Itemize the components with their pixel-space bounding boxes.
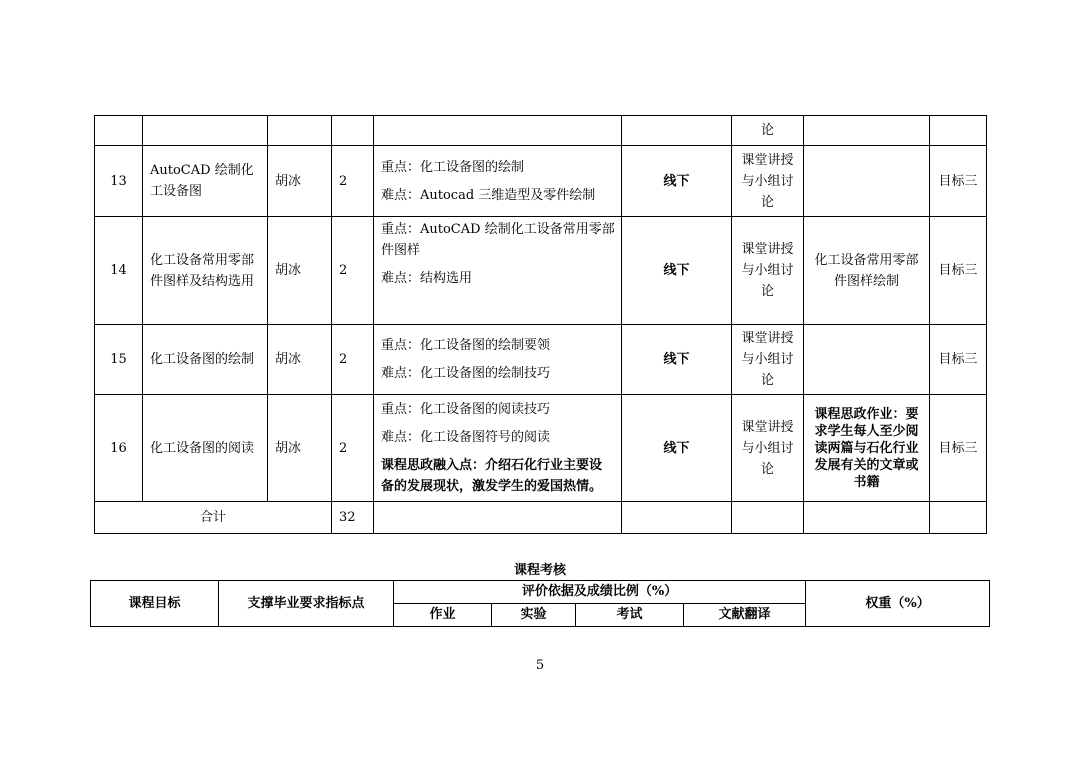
table-row (95, 325, 987, 395)
lesson-content (374, 325, 622, 395)
teaching-method-line: 论 (760, 284, 774, 299)
lesson-number: 15 (95, 325, 143, 395)
ideology-point: 备的发展现状，激发学生的爱国热情。 (381, 479, 603, 494)
table-row (95, 217, 987, 325)
col-exam: 考试 (576, 604, 684, 627)
course-goal: 目标三 (930, 325, 987, 395)
course-goal: 目标三 (930, 146, 987, 217)
homework-line: 读两篇与石化行业 (814, 440, 919, 456)
teaching-method-line: 与小组讨 (741, 263, 794, 278)
homework-line: 书籍 (853, 474, 880, 490)
table-cell (95, 116, 143, 146)
teacher-name: 胡冰 (268, 325, 332, 395)
lesson-title-line: 化工设备图的绘制 (150, 352, 255, 367)
table-cell (930, 502, 987, 534)
teaching-method (732, 217, 804, 325)
homework-cell (804, 217, 930, 325)
total-hours: 32 (332, 502, 374, 534)
teaching-method-line: 论 (760, 373, 774, 388)
table-cell (930, 116, 987, 146)
lesson-title-line: 工设备图 (150, 184, 203, 199)
teaching-method-line: 课堂讲授 (741, 331, 794, 346)
lesson-number: 13 (95, 146, 143, 217)
lesson-title-line: 件图样及结构选用 (150, 273, 255, 289)
total-label: 合计 (95, 502, 332, 534)
lesson-content (374, 395, 622, 502)
teaching-method-line: 课堂讲授 (741, 419, 794, 435)
table-cell (332, 116, 374, 146)
course-goal: 目标三 (930, 217, 987, 325)
homework-cell (804, 146, 930, 217)
teaching-mode: 线下 (622, 325, 732, 395)
col-course-goal: 课程目标 (91, 581, 219, 627)
teaching-method-line: 课堂讲授 (741, 242, 794, 257)
homework-line: 化工设备常用零部 (814, 252, 919, 268)
table-cell (143, 116, 268, 146)
col-weight: 权重（%） (806, 581, 990, 627)
difficulty-point: 难点：化工设备图符号的阅读 (381, 430, 551, 445)
teaching-method-line: 与小组讨 (741, 352, 794, 367)
col-literature-translation: 文献翻译 (684, 604, 806, 627)
col-experiment: 实验 (492, 604, 576, 627)
teaching-method-line: 论 (760, 461, 774, 477)
table-cell (268, 116, 332, 146)
difficulty-point: 难点：化工设备图的绘制技巧 (381, 366, 551, 381)
lesson-title (143, 146, 268, 217)
teaching-method (732, 146, 804, 217)
homework-line: 件图样绘制 (833, 273, 899, 289)
teaching-method (732, 325, 804, 395)
teaching-method (732, 395, 804, 502)
table-cell (804, 116, 930, 146)
lesson-title-line: AutoCAD 绘制化 (150, 163, 254, 178)
page-number: 5 (535, 658, 545, 673)
schedule-table (94, 115, 987, 534)
key-point: 重点：化工设备图的阅读技巧 (381, 402, 551, 417)
teaching-method-line: 论 (760, 194, 774, 210)
teacher-name: 胡冰 (268, 146, 332, 217)
table-cell (374, 116, 622, 146)
table-cell (732, 502, 804, 534)
lesson-number: 16 (95, 395, 143, 502)
col-evaluation-basis: 评价依据及成绩比例（%） (394, 581, 806, 604)
table-row (95, 395, 987, 502)
lesson-title (143, 395, 268, 502)
table-row (95, 146, 987, 217)
lesson-content (374, 146, 622, 217)
homework-cell (804, 395, 930, 502)
lesson-content (374, 217, 622, 325)
table-row-continued (95, 116, 987, 146)
assessment-header-row (91, 581, 990, 604)
lesson-number: 14 (95, 217, 143, 325)
teaching-method-line: 与小组讨 (741, 440, 794, 456)
difficulty-point: 难点：结构选用 (381, 271, 473, 286)
homework-line: 求学生每人至少阅 (814, 423, 919, 439)
key-point: 件图样 (381, 243, 421, 258)
teacher-name: 胡冰 (268, 217, 332, 325)
lesson-hours: 2 (332, 217, 374, 325)
lesson-hours: 2 (332, 325, 374, 395)
teaching-method-line: 与小组讨 (741, 173, 794, 189)
col-indicator: 支撑毕业要求指标点 (219, 581, 394, 627)
teaching-mode: 线下 (622, 146, 732, 217)
table-cell (804, 502, 930, 534)
table-cell (622, 502, 732, 534)
key-point: 重点：AutoCAD 绘制化工设备常用零部 (381, 222, 615, 237)
table-cell (622, 116, 732, 146)
table-cell (374, 502, 622, 534)
teaching-method-cell: 论 (732, 116, 804, 146)
lesson-title (143, 217, 268, 325)
assessment-table (90, 580, 990, 627)
table-row-total (95, 502, 987, 534)
lesson-title-line: 化工设备图的阅读 (150, 440, 255, 456)
lesson-hours: 2 (332, 146, 374, 217)
teacher-name: 胡冰 (268, 395, 332, 502)
homework-line: 发展有关的文章或 (814, 457, 919, 473)
key-point: 重点：化工设备图的绘制 (381, 159, 525, 175)
homework-cell (804, 325, 930, 395)
teaching-mode: 线下 (622, 217, 732, 325)
ideology-point: 课程思政融入点：介绍石化行业主要设 (381, 458, 603, 473)
key-point: 重点：化工设备图的绘制要领 (381, 338, 551, 353)
assessment-title: 课程考核 (513, 563, 566, 578)
lesson-title-line: 化工设备常用零部 (150, 252, 255, 268)
homework-line: 课程思政作业：要 (814, 406, 919, 422)
difficulty-point: 难点：Autocad 三维造型及零件绘制 (381, 187, 596, 203)
col-homework: 作业 (394, 604, 492, 627)
course-goal: 目标三 (930, 395, 987, 502)
teaching-mode: 线下 (622, 395, 732, 502)
lesson-title (143, 325, 268, 395)
lesson-hours: 2 (332, 395, 374, 502)
teaching-method-line: 课堂讲授 (741, 152, 794, 168)
